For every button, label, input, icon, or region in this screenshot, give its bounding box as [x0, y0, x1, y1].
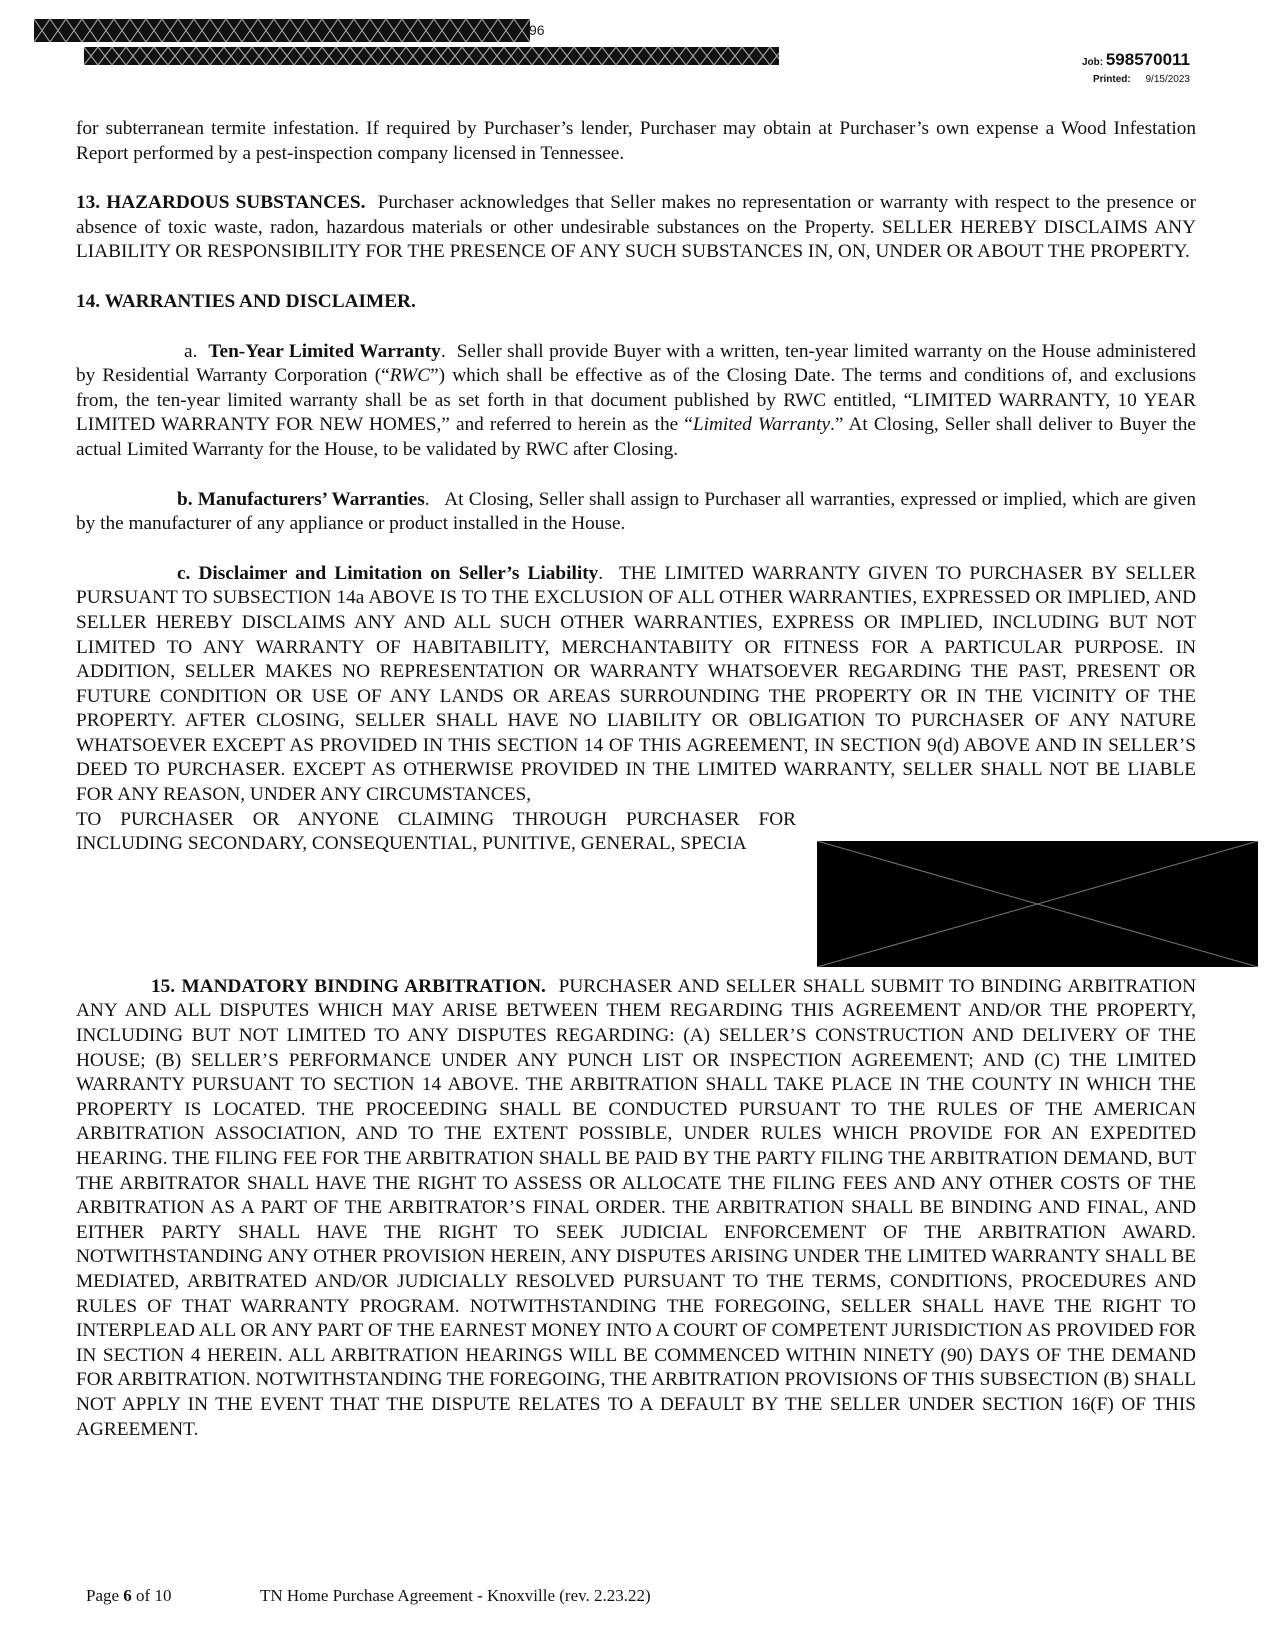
section-14a-limited-warranty: Limited Warranty — [692, 414, 831, 436]
section-14b-text: At Closing, Seller shall assign to Purchaser all warranties, expressed or implied, which are given by the manufacturer of any appliance or product installed in the House. — [76, 488, 1196, 535]
redaction-bar — [84, 47, 779, 65]
section-13-text: Purchaser acknowledges that Seller makes no representation or warranty with respect to the presence or absence of toxic waste, radon, hazardous materials or other undesirable substances on the Property. SELLER HEREBY DISCLAIMS ANY LIABILITY OR RESPONSIBILITY FOR THE PRESENCE OF ANY SUCH SUBSTANCES IN, ON, UNDER OR ABOUT THE PROPERTY. — [76, 192, 1197, 263]
document-body — [76, 117, 1196, 1442]
section-14b: b. Manufacturers’ Warranties. At Closing, Seller shall assign to Purchaser all warranties, expressed or implied, which are given by the manufacturer of any appliance or product installed in the House. — [76, 488, 1196, 535]
page-current: 6 — [123, 1586, 132, 1605]
section-14-heading — [76, 290, 1196, 315]
page-footer — [86, 1586, 651, 1606]
section-14a-rwc: RWC — [389, 365, 431, 387]
intro-paragraph: for subterranean termite infestation. If required by Purchaser’s lender, Purchaser may obtain at Purchaser’s own expense a Wood Infestation Report performed by a pest-inspection company licensed in Tennessee. — [76, 118, 1196, 164]
section-13 — [76, 191, 1196, 265]
page-indicator — [86, 1586, 256, 1606]
printed-row — [1082, 73, 1190, 87]
section-15-text: PURCHASER AND SELLER SHALL SUBMIT TO BINDING ARBITRATION ANY AND ALL DISPUTES WHICH MAY ARISE BETWEEN THEM REGARDING THIS AGREEMENT AND/OR THE PROPERTY, INCLUDING BUT NOT LIMITED TO ANY DISPUTES REGARDING: (A) SELLER’S CONSTRUCTION AND DELIVERY OF THE HOUSE; (B) SELLER’S PERFORMANCE UNDER ANY PUNCH LIST OR INSPECTION AGREEMENT; AND (C) THE LIMITED WARRANTY PURSUANT TO SECTION 14 ABOVE. THE ARBITRATION SHALL TAKE PLACE IN THE COUNTY IN WHICH THE PROPERTY IS LOCATED. THE PROCEEDING SHALL BE CONDUCTED PURSUANT TO THE RULES OF THE AMERICAN ARBITRATION ASSOCIATION, AND TO THE EXTENT POSSIBLE, UNDER RULES WHICH PROVIDE FOR AN EXPEDITED HEARING. THE FILING FEE FOR THE ARBITRATION SHALL BE PAID BY THE PARTY FILING THE ARBITRATION DEMAND, BUT THE ARBITRATOR SHALL HAVE THE RIGHT TO ASSESS OR ALLOCATE THE FILING FEES AND ANY OTHER COSTS OF THE ARBITRATION AS A PART OF THE ARBITRATOR’S FINAL ORDER. THE ARBITRATION SHALL BE BINDING AND FINAL, AND EITHER PARTY SHALL HAVE THE RIGHT TO SEEK JUDICIAL ENFORCEMENT OF THE ARBITRATION AWARD. NOTWITHSTANDING ANY OTHER PROVISION HEREIN, ANY DISPUTES ARISING UNDER THE LIMITED WARRANTY SHALL BE MEDIATED, ARBITRATED AND/OR JUDICIALLY RESOLVED PURSUANT TO THE TERMS, CONDITIONS, PROCEDURES AND RULES OF THAT WARRANTY PROGRAM. NOTWITHSTANDING THE FOREGOING, SELLER SHALL HAVE THE RIGHT TO INTERPLEAD ALL OR ANY PART OF THE EARNEST MONEY INTO A COURT OF COMPETENT JURISDICTION AS PROVIDED FOR IN SECTION 4 HEREIN. ALL ARBITRATION HEARINGS WILL BE COMMENCED WITHIN NINETY (90) DAYS OF THE DEMAND FOR ARBITRATION. NOTWITHSTANDING THE FOREGOING, THE ARBITRATION PROVISIONS OF THIS SUBSECTION (B) SHALL NOT APPLY IN THE EVENT THAT THE DISPUTE RELATES TO A DEFAULT BY THE SELLER UNDER SECTION 16(F) OF THIS AGREEMENT. — [76, 975, 1197, 1440]
redaction-box — [817, 841, 1258, 967]
section-15 — [76, 975, 1196, 1442]
section-14a-text-2: ”) which shall be effective as of the Closing Date. The terms and conditions of, and exclusions from, the ten-year limited warranty shall be as set forth in that document published by RWC entitled, “LIMITED WARRANTY, 10 YEAR LIMITED WARRANTY FOR NEW HOMES,” and referred to herein as the “ — [76, 365, 1197, 436]
section-14c-heading: c. Disclaimer and Limitation on Seller’s Liability — [177, 562, 599, 584]
section-14c-line-a: TO PURCHASER OR ANYONE CLAIMING THROUGH PURCHASER FOR — [76, 808, 796, 830]
section-14-title: 14. WARRANTIES AND DISCLAIMER. — [76, 290, 416, 312]
section-14c-line-b: INCLUDING SECONDARY, CONSEQUENTIAL, PUNITIVE, GENERAL, SPECIA — [76, 833, 747, 855]
job-label: Job: — [1081, 57, 1104, 68]
redaction-bar — [34, 19, 530, 42]
printed-date: 9/15/2023 — [1145, 74, 1190, 85]
section-14a-heading: Ten-Year Limited Warranty — [208, 340, 441, 362]
job-number: 598570011 — [1105, 50, 1190, 69]
section-14a-letter: a — [184, 340, 193, 362]
page-total: of 10 — [136, 1586, 172, 1605]
section-14b-heading: b. Manufacturers’ Warranties — [177, 488, 425, 510]
job-row — [1082, 50, 1190, 73]
section-14a: a. Ten-Year Limited Warranty. Seller shall provide Buyer with a written, ten-year limited warranty on the House administered by Residential Warranty Corporation (“RWC”) which shall be effective as of the Closing Date. The terms and conditions of, and exclusions from, the ten-year limited warranty shall be as set forth in that document published by RWC entitled, “LIMITED WARRANTY, 10 YEAR LIMITED WARRANTY FOR NEW HOMES,” and referred to herein as the “Limited Warranty.” At Closing, Seller shall deliver to Buyer the actual Limited Warranty for the House, to be validated by RWC after Closing. — [76, 340, 1197, 460]
header-page-fragment: 96 — [529, 22, 545, 38]
printed-label: Printed: — [1092, 74, 1131, 85]
section-14a-text-1: Seller shall provide Buyer with a written, ten-year limited warranty on the House administered by Residential Warranty Corporation (“ — [76, 340, 1197, 387]
document-title: TN Home Purchase Agreement - Knoxville (rev. 2.23.22) — [259, 1586, 651, 1605]
section-15-heading: 15. MANDATORY BINDING ARBITRATION. — [151, 975, 546, 997]
section-14c: c. Disclaimer and Limitation on Seller’s Liability. THE LIMITED WARRANTY GIVEN TO PURCHASER BY SELLER PURSUANT TO SUBSECTION 14a ABOVE IS TO THE EXCLUSION OF ALL OTHER WARRANTIES, EXPRESSED OR IMPLIED, AND SELLER HEREBY DISCLAIMS ANY AND ALL SUCH OTHER WARRANTIES, EXPRESS OR IMPLIED, INCLUDING BUT NOT LIMITED TO ANY WARRANTY OF HABITABILITY, MERCHANTABIITY OR FITNESS FOR A PARTICULAR PURPOSE. IN ADDITION, SELLER MAKES NO REPRESENTATION OR WARRANTY WHATSOEVER REGARDING THE PAST, PRESENT OR FUTURE CONDITION OR USE OF ANY LANDS OR AREAS SURROUNDING THE PROPERTY OR IN THE VICINITY OF THE PROPERTY. AFTER CLOSING, SELLER SHALL HAVE NO LIABILITY OR OBLIGATION TO PURCHASER OF ANY NATURE WHATSOEVER EXCEPT AS PROVIDED IN THIS SECTION 14 OF THIS AGREEMENT, IN SECTION 9(d) ABOVE AND IN SELLER’S DEED TO PURCHASER. EXCEPT AS OTHERWISE PROVIDED IN THE LIMITED WARRANTY, SELLER SHALL NOT BE LIABLE FOR ANY REASON, UNDER ANY CIRCUMSTANCES, — [76, 562, 1196, 806]
section-14c-text: THE LIMITED WARRANTY GIVEN TO PURCHASER BY SELLER PURSUANT TO SUBSECTION 14a ABOVE IS TO THE EXCLUSION OF ALL OTHER WARRANTIES, EXPRESSED OR IMPLIED, AND SELLER HEREBY DISCLAIMS ANY AND ALL SUCH OTHER WARRANTIES, EXPRESS OR IMPLIED, INCLUDING BUT NOT LIMITED TO ANY WARRANTY OF HABITABILITY, MERCHANTABIITY OR FITNESS FOR A PARTICULAR PURPOSE. IN ADDITION, SELLER MAKES NO REPRESENTATION OR WARRANTY WHATSOEVER REGARDING THE PAST, PRESENT OR FUTURE CONDITION OR USE OF ANY LANDS OR AREAS SURROUNDING THE PROPERTY OR IN THE VICINITY OF THE PROPERTY. AFTER CLOSING, SELLER SHALL HAVE NO LIABILITY OR OBLIGATION TO PURCHASER OF ANY NATURE WHATSOEVER EXCEPT AS PROVIDED IN THIS SECTION 14 OF THIS AGREEMENT, IN SECTION 9(d) ABOVE AND IN SELLER’S DEED TO PURCHASER. EXCEPT AS OTHERWISE PROVIDED IN THE LIMITED WARRANTY, SELLER SHALL NOT BE LIABLE FOR ANY REASON, UNDER ANY CIRCUMSTANCES, — [76, 562, 1196, 806]
section-14a-text-3: .” At Closing, Seller shall deliver to Buyer the actual Limited Warranty for the House, to be validated by RWC after Closing. — [76, 414, 1196, 460]
page-prefix: Page — [86, 1586, 120, 1605]
section-13-heading: 13. HAZARDOUS SUBSTANCES. — [76, 192, 366, 214]
job-stamp — [1082, 50, 1190, 87]
